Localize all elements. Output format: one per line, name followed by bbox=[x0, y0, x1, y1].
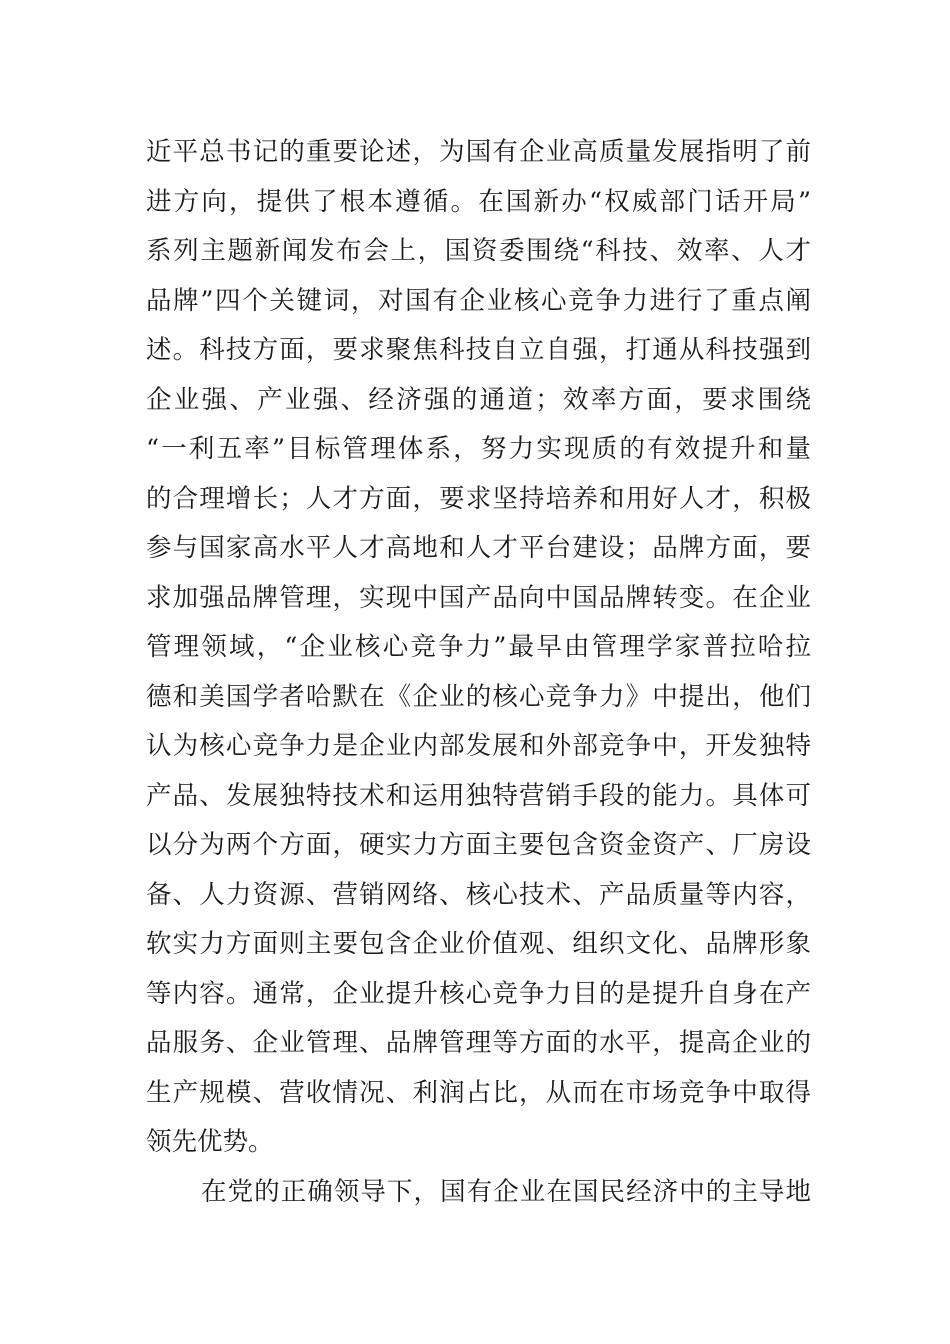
body-text bbox=[146, 128, 811, 1217]
text-line: 生产规模、营收情况、利润占比，从而在市场竞争中取得 bbox=[146, 1077, 811, 1108]
text-line: “一利五率”目标管理体系，努力实现质的有效提升和量 bbox=[146, 434, 811, 464]
text-line: 近平总书记的重要论述，为国有企业高质量发展指明了前 bbox=[146, 137, 811, 167]
text-line: 认为核心竞争力是企业内部发展和外部竞争中，开发独特 bbox=[146, 731, 811, 761]
text-line: 参与国家高水平人才高地和人才平台建设；品牌方面，要 bbox=[146, 533, 811, 563]
text-line: 进方向，提供了根本遵循。在国新办“权威部门话开局” bbox=[146, 186, 811, 217]
text-line: 品服务、企业管理、品牌管理等方面的水平，提高企业的 bbox=[146, 1028, 811, 1058]
text-line: 备、人力资源、营销网络、核心技术、产品质量等内容， bbox=[146, 879, 811, 910]
text-line: 等内容。通常，企业提升核心竞争力目的是提升自身在产 bbox=[146, 978, 811, 1009]
text-line: 软实力方面则主要包含企业价值观、组织文化、品牌形象 bbox=[146, 929, 811, 959]
text-line: 德和美国学者哈默在《企业的核心竞争力》中提出，他们 bbox=[146, 681, 811, 712]
text-line: 管理领域，“企业核心竞争力”最早由管理学家普拉哈拉 bbox=[146, 632, 811, 662]
text-line: 系列主题新闻发布会上，国资委围绕“科技、效率、人才 bbox=[146, 236, 811, 266]
text-line: 求加强品牌管理，实现中国产品向中国品牌转变。在企业 bbox=[146, 582, 811, 613]
text-line: 的合理增长；人才方面，要求坚持培养和用好人才，积极 bbox=[146, 483, 811, 514]
text-line: 以分为两个方面，硬实力方面主要包含资金资产、厂房设 bbox=[146, 830, 811, 860]
text-line: 企业强、产业强、经济强的通道；效率方面，要求围绕 bbox=[146, 384, 811, 415]
text-line: 述。科技方面，要求聚焦科技自立自强，打通从科技强到 bbox=[146, 335, 811, 365]
paragraph-start-line: 在党的正确领导下，国有企业在国民经济中的主导地 bbox=[201, 1176, 811, 1207]
text-line: 品牌”四个关键词，对国有企业核心竞争力进行了重点阐 bbox=[146, 285, 811, 316]
text-line: 领先优势。 bbox=[146, 1127, 274, 1157]
text-line: 产品、发展独特技术和运用独特营销手段的能力。具体可 bbox=[146, 780, 811, 811]
